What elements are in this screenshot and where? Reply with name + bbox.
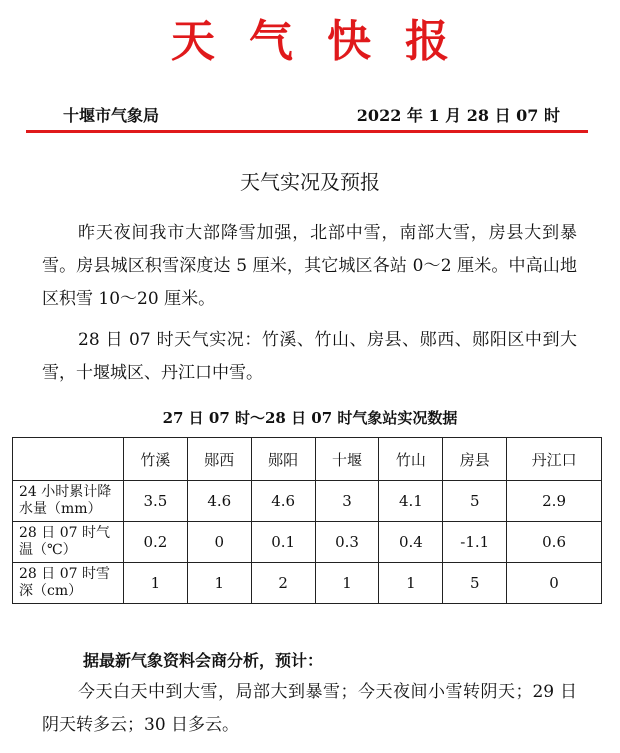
table-cell: 5 — [443, 481, 507, 522]
table-cell: 2.9 — [507, 481, 602, 522]
table-row — [13, 481, 602, 522]
table-cell: 1 — [315, 563, 379, 604]
row-label: 24 小时累计降水量（mm） — [13, 481, 124, 522]
issuer: 十堰市气象局 — [63, 106, 160, 125]
analysis-lead: 据最新气象资料会商分析，预计： — [83, 651, 324, 670]
column-header: 房县 — [443, 438, 507, 481]
bulletin-title: 天气快报 — [171, 16, 483, 67]
table-cell: 4.6 — [187, 481, 251, 522]
summary-paragraph: 昨天夜间我市大部降雪加强，北部中雪，南部大雪，房县大到暴雪。房县城区积雪深度达 5 厘米，其它城区各站 0～2 厘米。中高山地区积雪 10～20 厘米。 — [42, 223, 577, 309]
table-cell: 3 — [315, 481, 379, 522]
table-cell: -1.1 — [443, 522, 507, 563]
column-header: 竹山 — [379, 438, 443, 481]
table-cell: 0.4 — [379, 522, 443, 563]
column-header: 十堰 — [315, 438, 379, 481]
column-header: 郧阳 — [251, 438, 315, 481]
table-cell: 0.6 — [507, 522, 602, 563]
table-title: 27 日 07 时～28 日 07 时气象站实况数据 — [162, 409, 458, 427]
table-cell: 4.1 — [379, 481, 443, 522]
forecast-paragraph: 今天白天中到大雪，局部大到暴雪；今天夜间小雪转阴天；29 日阴天转多云；30 日多云。 — [42, 682, 577, 735]
table-cell: 0 — [507, 563, 602, 604]
row-label: 28 日 07 时雪深（cm） — [13, 563, 124, 604]
table-cell: 0.2 — [124, 522, 188, 563]
observation-paragraph: 28 日 07 时天气实况：竹溪、竹山、房县、郧西、郧阳区中到大雪，十堰城区、丹江口中雪。 — [42, 330, 577, 383]
issue-date: 2022 年 1 月 28 日 07 时 — [356, 106, 560, 125]
table-row — [13, 563, 602, 604]
table-cell: 3.5 — [124, 481, 188, 522]
header-rule — [26, 130, 588, 133]
table-cell: 1 — [124, 563, 188, 604]
column-header: 郧西 — [187, 438, 251, 481]
table-cell: 0.1 — [251, 522, 315, 563]
section-heading: 天气实况及预报 — [240, 170, 380, 194]
table-cell: 5 — [443, 563, 507, 604]
station-data-table — [12, 437, 602, 604]
table-cell: 2 — [251, 563, 315, 604]
table-row — [13, 522, 602, 563]
table-cell: 0.3 — [315, 522, 379, 563]
corner-cell — [13, 438, 124, 481]
column-header: 竹溪 — [124, 438, 188, 481]
table-cell: 4.6 — [251, 481, 315, 522]
row-label: 28 日 07 时气温（℃） — [13, 522, 124, 563]
table-cell: 0 — [187, 522, 251, 563]
table-cell: 1 — [379, 563, 443, 604]
table-header-row — [13, 438, 602, 481]
column-header: 丹江口 — [507, 438, 602, 481]
table-cell: 1 — [187, 563, 251, 604]
